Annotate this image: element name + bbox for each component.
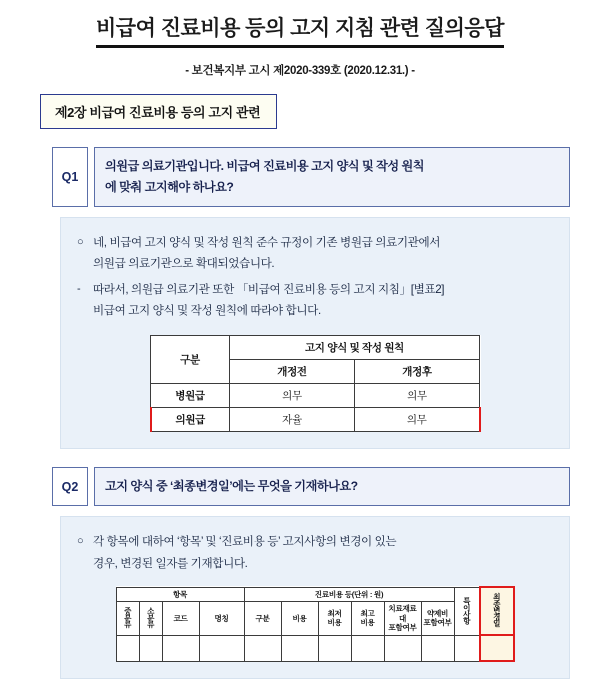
question-text-1-line1: 의원급 의료기관입니다. 비급여 진료비용 고지 양식 및 작성 원칙 (105, 159, 425, 174)
table2-group-cost: 진료비용 등(단위 : 원) (244, 587, 454, 601)
answer-line: 비급여 고지 양식 및 작성 원칙에 따라야 합니다. (93, 304, 321, 318)
qa-block-1 (52, 147, 570, 449)
answer-line: 의원급 의료기관으로 확대되었습니다. (93, 257, 275, 271)
table-row-header-2 (116, 602, 514, 635)
question-row-1 (52, 147, 570, 206)
table1-row1-label: 병원급 (151, 384, 230, 408)
answer-panel-1 (60, 217, 570, 450)
table1-header-gubun: 구분 (151, 336, 230, 384)
cell (384, 635, 421, 661)
answer-body (93, 531, 553, 574)
chapter-heading-container (22, 78, 578, 129)
table-row-header-1 (116, 587, 514, 601)
question-text-2 (94, 467, 570, 506)
table2-sub-drug: 약제비 포함여부 (421, 602, 454, 635)
cell (421, 635, 454, 661)
cell (199, 635, 244, 661)
table-row (116, 635, 514, 661)
cell (162, 635, 199, 661)
table-row-highlighted (151, 408, 480, 432)
table2-sub-cost: 비용 (281, 602, 318, 635)
table1-header-group: 고지 양식 및 작성 원칙 (230, 336, 480, 360)
notice-form-table (116, 586, 515, 662)
table2-sub-code: 코드 (162, 602, 199, 635)
table2-group-lastchanged (480, 587, 514, 635)
table-row-header-1 (151, 336, 480, 360)
question-badge-2: Q2 (52, 467, 88, 506)
table2-container (77, 586, 553, 662)
cell (454, 635, 480, 661)
table2-group-item: 항목 (116, 587, 244, 601)
answer-body (93, 232, 553, 275)
question-row-2 (52, 467, 570, 506)
table1-header-before: 개정전 (230, 360, 355, 384)
answer-item-1-2 (77, 279, 553, 322)
answer-item-1-1 (77, 232, 553, 275)
table1-row1-after: 의무 (355, 384, 480, 408)
page-title: 비급여 진료비용 등의 고지 지침 관련 질의응답 (96, 16, 504, 48)
cell (351, 635, 384, 661)
table2-sub-midcat: 중분류 (116, 602, 139, 635)
cell (281, 635, 318, 661)
table-row (151, 384, 480, 408)
answer-line: 각 항목에 대하여 ‘항목’ 및 ‘진료비용 등’ 고지사항의 변경이 있는 (93, 535, 397, 549)
answer-bullet: - (77, 282, 81, 295)
cell (116, 635, 139, 661)
table2-sub-division: 구분 (244, 602, 281, 635)
table1-container (77, 335, 553, 432)
table2-sub-maxcost: 최고 비용 (351, 602, 384, 635)
answer-bullet: ○ (77, 235, 84, 248)
table1-row1-before: 의무 (230, 384, 355, 408)
cell-lastchanged (480, 635, 514, 661)
table1-header-after: 개정후 (355, 360, 480, 384)
table1-row2-after: 의무 (355, 408, 480, 432)
notice-format-table (150, 335, 481, 432)
answer-line: 경우, 변경된 일자를 기재합니다. (93, 556, 248, 570)
question-text-1-line2: 에 맞춰 고지해야 하나요? (105, 179, 234, 194)
cell (244, 635, 281, 661)
table2-group-lastchanged-text: 최종변경일 (492, 593, 502, 627)
title-container (22, 10, 578, 48)
cell (318, 635, 351, 661)
answer-line: 따라서, 의원급 의료기관 또한 「비급여 진료비용 등의 고지 지침」[별표2] (93, 282, 445, 296)
table2-sub-name: 명칭 (199, 602, 244, 635)
answer-bullet: ○ (77, 535, 84, 548)
question-badge-1: Q1 (52, 147, 88, 206)
question-text-1 (94, 147, 570, 206)
table2-sub-material: 치료재료대 포함여부 (384, 602, 421, 635)
table1-row2-before: 자율 (230, 408, 355, 432)
table1-row2-label: 의원급 (151, 408, 230, 432)
qa-block-2 (52, 467, 570, 679)
cell (139, 635, 162, 661)
answer-body (93, 279, 553, 322)
table2-group-note-text: 특이사항 (462, 596, 472, 623)
table2-group-note (454, 587, 480, 635)
chapter-heading: 제2장 비급여 진료비용 등의 고지 관련 (40, 94, 277, 129)
question-text-2-line1: 고지 양식 중 ‘최종변경일’에는 무엇을 기재하나요? (105, 479, 358, 494)
table2-sub-subcat: 소분류 (139, 602, 162, 635)
document-subtitle: - 보건복지부 고시 제2020-339호 (2020.12.31.) - (185, 65, 415, 78)
answer-line: 네, 비급여 고지 양식 및 작성 원칙 준수 규정이 기존 병원급 의료기관에서 (93, 235, 441, 249)
table2-sub-mincost: 최저 비용 (318, 602, 351, 635)
answer-item-2-1 (77, 531, 553, 574)
answer-panel-2 (60, 516, 570, 679)
